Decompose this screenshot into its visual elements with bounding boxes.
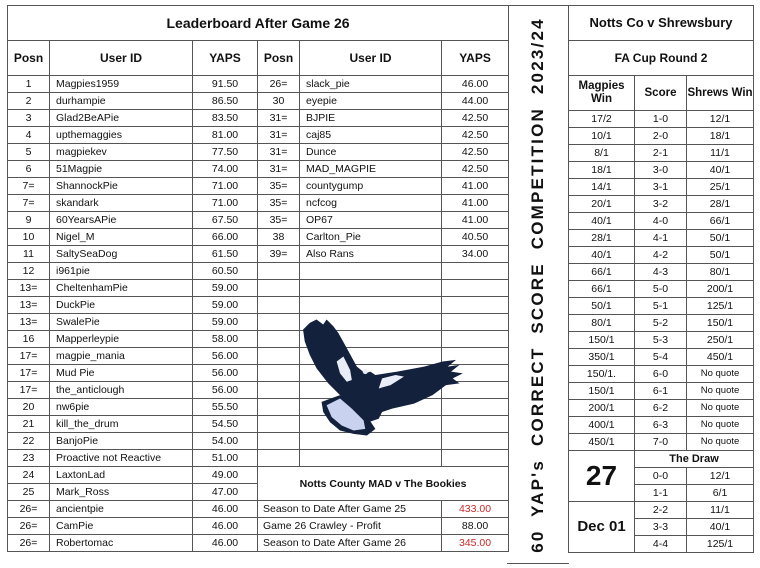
user-id-cell: Carlton_Pie — [300, 229, 442, 246]
yaps-cell: 71.00 — [193, 178, 258, 195]
user-id-cell: skandark — [50, 195, 193, 212]
bookies-title: Notts County MAD v The Bookies — [258, 467, 509, 501]
shrews-win-odds: 50/1 — [687, 230, 754, 247]
shrews-win-odds: 18/1 — [687, 128, 754, 145]
user-id-cell: ncfcog — [300, 195, 442, 212]
game-number: 27 — [569, 451, 635, 502]
empty-cell — [258, 314, 300, 331]
score-cell: 5-3 — [635, 332, 687, 349]
shrews-win-odds: No quote — [687, 400, 754, 417]
yaps-cell: 56.00 — [193, 365, 258, 382]
position-cell: 31= — [258, 161, 300, 178]
table-row — [8, 518, 509, 535]
user-id-cell: Glad2BeAPie — [50, 110, 193, 127]
score-cell: 1-0 — [635, 111, 687, 128]
magpies-win-odds: 50/1 — [569, 298, 635, 315]
odds-row — [569, 281, 754, 298]
odds-row — [569, 230, 754, 247]
bookies-row-value: 88.00 — [442, 518, 509, 535]
user-id-cell: Dunce — [300, 144, 442, 161]
yaps-cell: 66.00 — [193, 229, 258, 246]
user-id-cell: the_anticlough — [50, 382, 193, 399]
competition-banner-text: 60 YAP's CORRECT SCORE COMPETITION 2023/24 — [528, 16, 547, 553]
empty-cell — [442, 450, 509, 467]
position-cell: 26= — [8, 535, 50, 552]
position-cell: 31= — [258, 144, 300, 161]
position-cell: 4 — [8, 127, 50, 144]
position-cell: 7= — [8, 178, 50, 195]
user-id-cell: kill_the_drum — [50, 416, 193, 433]
score-cell: 3-1 — [635, 179, 687, 196]
draw-score: 0-0 — [635, 468, 687, 485]
user-id-cell: 60YearsAPie — [50, 212, 193, 229]
table-row — [8, 263, 509, 280]
magpies-win-odds: 14/1 — [569, 179, 635, 196]
position-cell: 13= — [8, 280, 50, 297]
yaps-cell: 44.00 — [442, 93, 509, 110]
user-id-cell: magpie_mania — [50, 348, 193, 365]
position-cell: 17= — [8, 382, 50, 399]
magpies-win-odds: 66/1 — [569, 281, 635, 298]
yaps-cell: 42.50 — [442, 161, 509, 178]
user-id-cell: nw6pie — [50, 399, 193, 416]
position-cell: 9 — [8, 212, 50, 229]
game-date: Dec 01 — [569, 502, 635, 553]
user-id-cell: durhampie — [50, 93, 193, 110]
odds-row — [569, 145, 754, 162]
position-cell: 35= — [258, 212, 300, 229]
draw-score: 3-3 — [635, 519, 687, 536]
table-row — [8, 110, 509, 127]
table-row — [8, 161, 509, 178]
col-header-posn: Posn — [8, 41, 50, 76]
yaps-cell: 59.00 — [193, 314, 258, 331]
yaps-cell: 74.00 — [193, 161, 258, 178]
empty-cell — [258, 263, 300, 280]
user-id-cell: caj85 — [300, 127, 442, 144]
empty-cell — [258, 280, 300, 297]
yaps-cell: 42.50 — [442, 144, 509, 161]
position-cell: 7= — [8, 195, 50, 212]
shrews-win-odds: 40/1 — [687, 162, 754, 179]
yaps-cell: 49.00 — [193, 467, 258, 484]
empty-cell — [442, 280, 509, 297]
odds-row — [569, 366, 754, 383]
position-cell: 2 — [8, 93, 50, 110]
user-id-cell: slack_pie — [300, 76, 442, 93]
position-cell: 13= — [8, 297, 50, 314]
position-cell: 22 — [8, 433, 50, 450]
user-id-cell: CheltenhamPie — [50, 280, 193, 297]
user-id-cell: Nigel_M — [50, 229, 193, 246]
score-cell: 4-0 — [635, 213, 687, 230]
position-cell: 24 — [8, 467, 50, 484]
col-header-score: Score — [635, 76, 687, 111]
user-id-cell: CamPie — [50, 518, 193, 535]
magpies-win-odds: 400/1 — [569, 417, 635, 434]
score-cell: 3-0 — [635, 162, 687, 179]
score-cell: 4-2 — [635, 247, 687, 264]
shrews-win-odds: No quote — [687, 366, 754, 383]
odds-row — [569, 332, 754, 349]
position-cell: 26= — [8, 518, 50, 535]
yaps-cell: 83.50 — [193, 110, 258, 127]
user-id-cell: Magpies1959 — [50, 76, 193, 93]
position-cell: 23 — [8, 450, 50, 467]
user-id-cell: DuckPie — [50, 297, 193, 314]
table-row — [8, 450, 509, 467]
yaps-cell: 86.50 — [193, 93, 258, 110]
shrews-win-odds: 66/1 — [687, 213, 754, 230]
score-cell: 6-1 — [635, 383, 687, 400]
position-cell: 6 — [8, 161, 50, 178]
magpies-win-odds: 350/1 — [569, 349, 635, 366]
score-cell: 2-0 — [635, 128, 687, 145]
bookies-row-label: Season to Date After Game 25 — [258, 501, 442, 518]
table-row — [8, 144, 509, 161]
yaps-cell: 47.00 — [193, 484, 258, 501]
score-cell: 7-0 — [635, 434, 687, 451]
yaps-cell: 56.00 — [193, 348, 258, 365]
yaps-cell: 41.00 — [442, 178, 509, 195]
match-title: Notts Co v Shrewsbury — [569, 6, 754, 41]
empty-cell — [258, 297, 300, 314]
position-cell: 39= — [258, 246, 300, 263]
empty-cell — [300, 450, 442, 467]
position-cell: 20 — [8, 399, 50, 416]
score-cell: 3-2 — [635, 196, 687, 213]
table-row — [8, 246, 509, 263]
yaps-cell: 91.50 — [193, 76, 258, 93]
shrews-win-odds: 80/1 — [687, 264, 754, 281]
yaps-cell: 59.00 — [193, 280, 258, 297]
user-id-cell: ShannockPie — [50, 178, 193, 195]
empty-cell — [300, 280, 442, 297]
yaps-cell: 46.00 — [193, 501, 258, 518]
col-header-posn-2: Posn — [258, 41, 300, 76]
yaps-cell: 46.00 — [193, 535, 258, 552]
bookies-row-value: 345.00 — [442, 535, 509, 552]
user-id-cell: Mud Pie — [50, 365, 193, 382]
empty-cell — [258, 450, 300, 467]
draw-odds: 125/1 — [687, 536, 754, 553]
odds-row — [569, 179, 754, 196]
shrews-win-odds: 125/1 — [687, 298, 754, 315]
user-id-cell: Robertomac — [50, 535, 193, 552]
odds-row — [569, 247, 754, 264]
odds-row — [569, 128, 754, 145]
position-cell: 11 — [8, 246, 50, 263]
empty-cell — [258, 331, 300, 348]
yaps-cell: 60.50 — [193, 263, 258, 280]
table-row — [8, 93, 509, 110]
draw-score: 4-4 — [635, 536, 687, 553]
magpies-win-odds: 17/2 — [569, 111, 635, 128]
position-cell: 21 — [8, 416, 50, 433]
shrews-win-odds: 450/1 — [687, 349, 754, 366]
magpies-win-odds: 66/1 — [569, 264, 635, 281]
yaps-cell: 54.00 — [193, 433, 258, 450]
yaps-cell: 34.00 — [442, 246, 509, 263]
table-row — [8, 467, 509, 484]
leaderboard-table — [7, 5, 509, 552]
shrews-win-odds: 200/1 — [687, 281, 754, 298]
score-cell: 2-1 — [635, 145, 687, 162]
yaps-cell: 51.00 — [193, 450, 258, 467]
user-id-cell: magpiekev — [50, 144, 193, 161]
magpies-win-odds: 150/1. — [569, 366, 635, 383]
score-cell: 6-3 — [635, 417, 687, 434]
user-id-cell: Also Rans — [300, 246, 442, 263]
magpie-body — [303, 320, 463, 436]
draw-title: The Draw — [635, 451, 754, 468]
magpies-win-odds: 40/1 — [569, 247, 635, 264]
score-cell: 5-2 — [635, 315, 687, 332]
user-id-cell: Mapperleypie — [50, 331, 193, 348]
user-id-cell: Proactive not Reactive — [50, 450, 193, 467]
odds-row — [569, 162, 754, 179]
odds-row — [569, 298, 754, 315]
leaderboard-title: Leaderboard After Game 26 — [8, 6, 509, 41]
position-cell: 17= — [8, 348, 50, 365]
shrews-win-odds: No quote — [687, 417, 754, 434]
odds-row — [569, 111, 754, 128]
score-cell: 4-3 — [635, 264, 687, 281]
position-cell: 26= — [258, 76, 300, 93]
empty-cell — [258, 382, 300, 399]
position-cell: 16 — [8, 331, 50, 348]
user-id-cell: Mark_Ross — [50, 484, 193, 501]
score-cell: 5-0 — [635, 281, 687, 298]
table-row — [8, 212, 509, 229]
empty-cell — [442, 263, 509, 280]
table-row — [8, 195, 509, 212]
table-row — [8, 127, 509, 144]
magpies-win-odds: 10/1 — [569, 128, 635, 145]
user-id-cell: BanjoPie — [50, 433, 193, 450]
yaps-cell: 41.00 — [442, 212, 509, 229]
draw-score: 2-2 — [635, 502, 687, 519]
yaps-cell: 67.50 — [193, 212, 258, 229]
yaps-cell: 81.00 — [193, 127, 258, 144]
col-header-user-id-2: User ID — [300, 41, 442, 76]
user-id-cell: MAD_MAGPIE — [300, 161, 442, 178]
odds-row — [569, 400, 754, 417]
yaps-cell: 71.00 — [193, 195, 258, 212]
yaps-cell: 77.50 — [193, 144, 258, 161]
user-id-cell: SaltySeaDog — [50, 246, 193, 263]
yaps-cell: 59.00 — [193, 297, 258, 314]
position-cell: 30 — [258, 93, 300, 110]
odds-row — [569, 315, 754, 332]
user-id-cell: eyepie — [300, 93, 442, 110]
position-cell: 35= — [258, 178, 300, 195]
odds-row — [569, 434, 754, 451]
score-cell: 4-1 — [635, 230, 687, 247]
position-cell: 31= — [258, 110, 300, 127]
magpies-win-odds: 150/1 — [569, 383, 635, 400]
shrews-win-odds: 250/1 — [687, 332, 754, 349]
user-id-cell: ancientpie — [50, 501, 193, 518]
position-cell: 31= — [258, 127, 300, 144]
odds-row — [569, 383, 754, 400]
draw-header-row — [569, 451, 754, 468]
empty-cell — [258, 399, 300, 416]
shrews-win-odds: No quote — [687, 434, 754, 451]
magpies-win-odds: 28/1 — [569, 230, 635, 247]
magpies-win-odds: 18/1 — [569, 162, 635, 179]
odds-table — [568, 5, 754, 553]
position-cell: 35= — [258, 195, 300, 212]
table-row — [8, 76, 509, 93]
bookies-row-value: 433.00 — [442, 501, 509, 518]
yaps-cell: 42.50 — [442, 127, 509, 144]
draw-score: 1-1 — [635, 485, 687, 502]
yaps-cell: 54.50 — [193, 416, 258, 433]
draw-odds: 11/1 — [687, 502, 754, 519]
user-id-cell: 51Magpie — [50, 161, 193, 178]
magpies-win-odds: 200/1 — [569, 400, 635, 417]
draw-odds: 40/1 — [687, 519, 754, 536]
yaps-cell: 56.00 — [193, 382, 258, 399]
position-cell: 12 — [8, 263, 50, 280]
shrews-win-odds: 11/1 — [687, 145, 754, 162]
table-row — [8, 501, 509, 518]
magpies-win-odds: 8/1 — [569, 145, 635, 162]
magpies-win-odds: 20/1 — [569, 196, 635, 213]
score-cell: 6-0 — [635, 366, 687, 383]
odds-row — [569, 213, 754, 230]
position-cell: 1 — [8, 76, 50, 93]
yaps-cell: 42.50 — [442, 110, 509, 127]
empty-cell — [258, 348, 300, 365]
bookies-row-label: Season to Date After Game 26 — [258, 535, 442, 552]
empty-cell — [258, 433, 300, 450]
match-competition: FA Cup Round 2 — [569, 41, 754, 76]
yaps-cell: 61.50 — [193, 246, 258, 263]
col-header-shrews-win: Shrews Win — [687, 76, 754, 111]
shrews-win-odds: 28/1 — [687, 196, 754, 213]
score-cell: 6-2 — [635, 400, 687, 417]
col-header-user-id: User ID — [50, 41, 193, 76]
position-cell: 25 — [8, 484, 50, 501]
user-id-cell: LaxtonLad — [50, 467, 193, 484]
col-header-yaps: YAPS — [193, 41, 258, 76]
empty-cell — [300, 263, 442, 280]
odds-row — [569, 196, 754, 213]
shrews-win-odds: 150/1 — [687, 315, 754, 332]
odds-row — [569, 417, 754, 434]
position-cell: 5 — [8, 144, 50, 161]
yaps-cell: 55.50 — [193, 399, 258, 416]
shrews-win-odds: 12/1 — [687, 111, 754, 128]
position-cell: 3 — [8, 110, 50, 127]
odds-row — [569, 349, 754, 366]
draw-odds: 6/1 — [687, 485, 754, 502]
user-id-cell: countygump — [300, 178, 442, 195]
yaps-cell: 46.00 — [442, 76, 509, 93]
magpies-win-odds: 80/1 — [569, 315, 635, 332]
draw-odds: 12/1 — [687, 468, 754, 485]
position-cell: 17= — [8, 365, 50, 382]
user-id-cell: i961pie — [50, 263, 193, 280]
yaps-cell: 58.00 — [193, 331, 258, 348]
yaps-cell: 41.00 — [442, 195, 509, 212]
table-row — [8, 178, 509, 195]
shrews-win-odds: 25/1 — [687, 179, 754, 196]
position-cell: 10 — [8, 229, 50, 246]
score-cell: 5-1 — [635, 298, 687, 315]
user-id-cell: BJPIE — [300, 110, 442, 127]
col-header-magpies-win: Magpies Win — [569, 76, 635, 111]
magpies-win-odds: 150/1 — [569, 332, 635, 349]
user-id-cell: OP67 — [300, 212, 442, 229]
odds-body — [569, 111, 754, 553]
col-header-yaps-2: YAPS — [442, 41, 509, 76]
magpie-bird-icon — [298, 302, 483, 448]
yaps-cell: 46.00 — [193, 518, 258, 535]
table-row — [8, 229, 509, 246]
position-cell: 26= — [8, 501, 50, 518]
competition-banner — [507, 5, 569, 564]
shrews-win-odds: 50/1 — [687, 247, 754, 264]
position-cell: 38 — [258, 229, 300, 246]
magpies-win-odds: 450/1 — [569, 434, 635, 451]
bookies-row-label: Game 26 Crawley - Profit — [258, 518, 442, 535]
empty-cell — [258, 416, 300, 433]
user-id-cell: SwalePie — [50, 314, 193, 331]
yaps-cell: 40.50 — [442, 229, 509, 246]
position-cell: 13= — [8, 314, 50, 331]
empty-cell — [258, 365, 300, 382]
magpies-win-odds: 40/1 — [569, 213, 635, 230]
draw-row — [569, 502, 754, 519]
table-row — [8, 535, 509, 552]
shrews-win-odds: No quote — [687, 383, 754, 400]
odds-row — [569, 264, 754, 281]
table-row — [8, 280, 509, 297]
score-cell: 5-4 — [635, 349, 687, 366]
user-id-cell: upthemaggies — [50, 127, 193, 144]
